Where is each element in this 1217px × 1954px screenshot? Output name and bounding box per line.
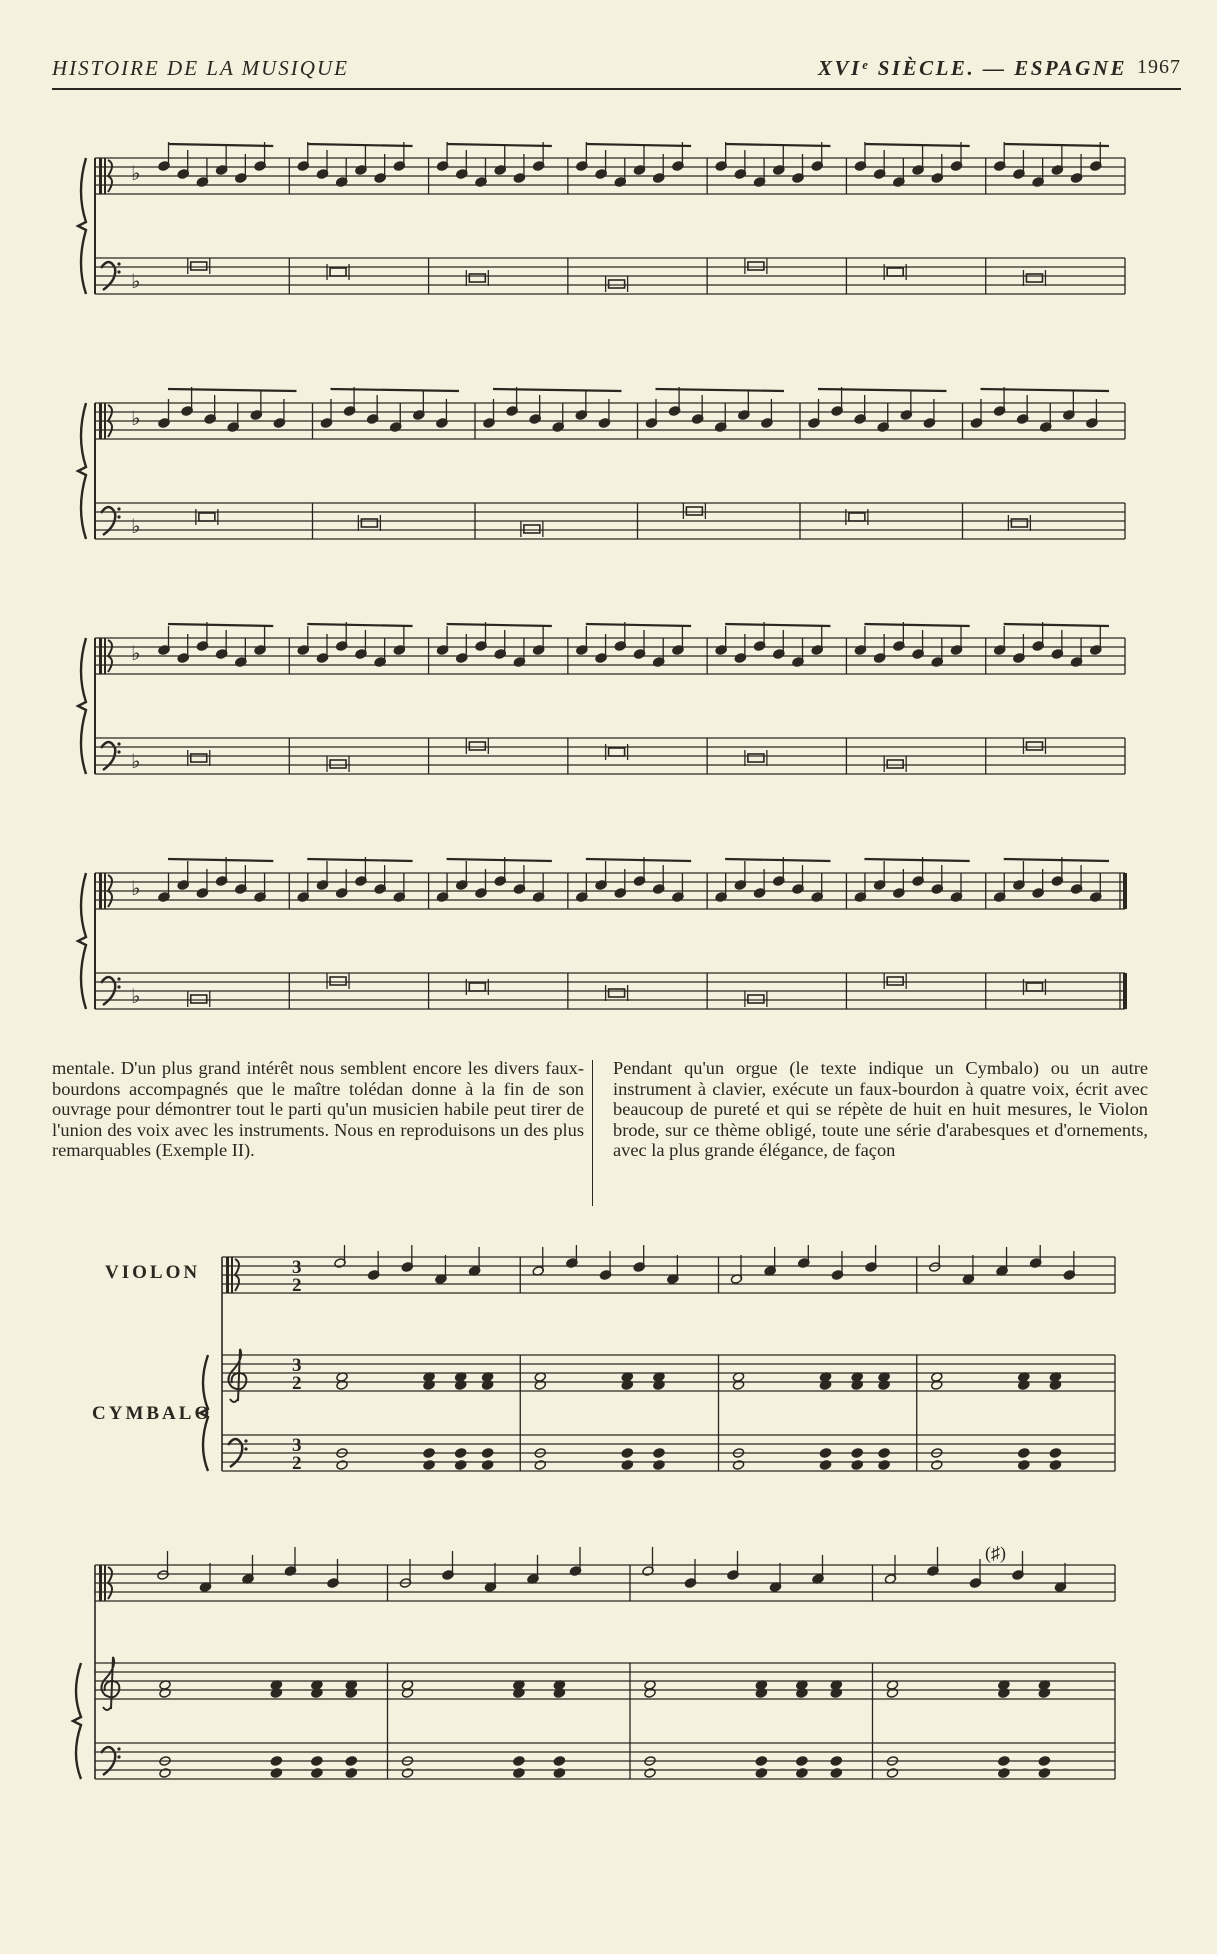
breve-box: [361, 519, 377, 527]
page-number: 1967: [1137, 56, 1181, 78]
breve: [884, 973, 906, 989]
note-head: [755, 1756, 767, 1767]
text-column-left: [52, 1058, 584, 1161]
editorial-accidental: (♯): [985, 1545, 1006, 1563]
breve-box: [748, 995, 764, 1003]
note-head: [644, 1688, 656, 1699]
note-head: [886, 1768, 898, 1779]
note-head: [345, 1756, 357, 1767]
note-head: [819, 1380, 831, 1391]
beam: [864, 624, 969, 626]
note-head: [553, 1756, 565, 1767]
c-clef-bar: [104, 403, 106, 439]
time-signature-top: 3: [292, 1257, 302, 1278]
brace: [78, 638, 86, 774]
beam: [725, 859, 830, 861]
beam: [1004, 859, 1109, 861]
bass-staff: [95, 503, 1125, 539]
breve-box: [686, 507, 702, 515]
note-head: [270, 1688, 282, 1699]
note-head: [830, 1688, 842, 1699]
breve: [1023, 738, 1045, 754]
breve-box: [191, 262, 207, 270]
treble-clef-curve: [101, 1657, 119, 1710]
note-head: [621, 1460, 633, 1471]
note-head: [1049, 1460, 1061, 1471]
note-head: [653, 1380, 665, 1391]
note-head: [1049, 1380, 1061, 1391]
breve: [745, 258, 767, 274]
beam: [493, 389, 622, 391]
note-head: [1018, 1460, 1030, 1471]
time-signature-bottom: 2: [292, 1275, 302, 1296]
breve-box: [469, 274, 485, 282]
breve: [188, 991, 210, 1007]
text-column-right: [613, 1058, 1148, 1161]
breve: [188, 258, 210, 274]
beam: [725, 624, 830, 626]
beam: [864, 859, 969, 861]
time-signature-bottom: 2: [292, 1373, 302, 1394]
breve: [884, 264, 906, 280]
note-head: [796, 1768, 808, 1779]
note-head: [481, 1448, 493, 1459]
breve-box: [748, 754, 764, 762]
c-clef-bar: [104, 158, 106, 194]
bass-clef-dot: [117, 270, 120, 273]
breve-box: [191, 754, 207, 762]
treble-staff: [95, 158, 1125, 194]
paragraph-right: Pendant qu'un orgue (le texte indique un Cymbalo) ou un autre instrument à clavier, exécute un faux-bourdon à quatre voix, écrit avec beaucoup de pureté et qui se répète de huit en huit mesures, le Violon brode, sur ce thème obligé, toute une série d'arabesques et d'ornements, avec la plus grande élégance, de façon: [613, 1058, 1148, 1161]
breve: [466, 738, 488, 754]
note-head: [830, 1768, 842, 1779]
beam: [307, 144, 412, 146]
breve-box: [887, 760, 903, 768]
treble-staff: [95, 873, 1125, 909]
breve-box: [849, 513, 865, 521]
breve: [745, 991, 767, 1007]
beam: [168, 144, 273, 146]
breve: [521, 521, 543, 537]
note-head: [621, 1380, 633, 1391]
beam: [307, 859, 412, 861]
note-head: [401, 1688, 413, 1699]
note-head: [931, 1460, 943, 1471]
flat-sign: ♭: [131, 751, 141, 773]
breve: [327, 264, 349, 280]
note-head: [345, 1768, 357, 1779]
flat-sign: ♭: [131, 516, 141, 538]
c-clef-bar: [99, 158, 102, 194]
beam: [818, 389, 947, 391]
note-head: [455, 1380, 467, 1391]
note-head: [1018, 1380, 1030, 1391]
breve: [745, 750, 767, 766]
breve-box: [609, 989, 625, 997]
beam: [447, 624, 552, 626]
note-head: [423, 1380, 435, 1391]
bass-clef-dot: [117, 507, 120, 510]
breve-box: [609, 748, 625, 756]
treble-clef-curve: [228, 1349, 246, 1402]
note-head: [1038, 1756, 1050, 1767]
breve: [196, 509, 218, 525]
beam: [586, 144, 691, 146]
brace: [78, 403, 86, 539]
note-head: [732, 1460, 744, 1471]
note-head: [513, 1768, 525, 1779]
breve-box: [1026, 274, 1042, 282]
bass-clef-dot: [117, 1755, 120, 1758]
breve: [188, 750, 210, 766]
keyboard-right-staff: [95, 1663, 1115, 1699]
breve: [358, 515, 380, 531]
breve: [606, 276, 628, 292]
bass-clef-dot: [244, 1447, 247, 1450]
brace: [78, 873, 86, 1009]
breve-box: [199, 513, 215, 521]
note-head: [423, 1448, 435, 1459]
note-head: [878, 1380, 890, 1391]
breve-box: [330, 760, 346, 768]
score-system-3: [0, 620, 1217, 800]
breve: [846, 509, 868, 525]
beam: [586, 624, 691, 626]
note-head: [796, 1688, 808, 1699]
note-head: [732, 1380, 744, 1391]
breve: [466, 270, 488, 286]
note-head: [553, 1688, 565, 1699]
breve: [327, 973, 349, 989]
note-head: [553, 1768, 565, 1779]
note-head: [653, 1448, 665, 1459]
beam: [1004, 144, 1109, 146]
note-head: [311, 1768, 323, 1779]
beam: [586, 859, 691, 861]
flat-sign: ♭: [131, 163, 141, 185]
note-head: [755, 1768, 767, 1779]
running-head-right: XVIᵉ SIÈCLE. — ESPAGNE: [818, 56, 1127, 80]
score-system-1: [0, 140, 1217, 320]
beam: [307, 624, 412, 626]
note-head: [1038, 1768, 1050, 1779]
breve: [884, 756, 906, 772]
note-head: [998, 1688, 1010, 1699]
breve: [1023, 270, 1045, 286]
bass-clef-dot: [244, 1439, 247, 1442]
note-head: [534, 1380, 546, 1391]
c-clef-bar: [99, 873, 102, 909]
keyboard-left-staff: [95, 1743, 1115, 1779]
breve-box: [748, 262, 764, 270]
note-head: [534, 1460, 546, 1471]
beam: [168, 389, 297, 391]
breve-box: [330, 268, 346, 276]
header-rule: [52, 88, 1181, 90]
breve-box: [191, 995, 207, 1003]
column-divider: [592, 1060, 593, 1206]
note-head: [270, 1756, 282, 1767]
flat-sign: ♭: [131, 271, 141, 293]
note-head: [621, 1448, 633, 1459]
note-head: [851, 1448, 863, 1459]
note-head: [311, 1688, 323, 1699]
bass-clef-dot: [117, 262, 120, 265]
note-head: [819, 1460, 831, 1471]
time-signature-top: 3: [292, 1355, 302, 1376]
c-clef-bar: [104, 638, 106, 674]
keyboard-left-staff: [222, 1435, 1115, 1471]
note-head: [455, 1460, 467, 1471]
c-clef-bar: [104, 1565, 106, 1601]
note-head: [513, 1688, 525, 1699]
beam: [168, 624, 273, 626]
breve-box: [1011, 519, 1027, 527]
note-head: [819, 1448, 831, 1459]
bass-clef-dot: [117, 985, 120, 988]
note-head: [455, 1448, 467, 1459]
note-head: [481, 1460, 493, 1471]
flat-sign: ♭: [131, 878, 141, 900]
note-head: [345, 1688, 357, 1699]
score-system-2: [0, 385, 1217, 565]
beam: [864, 144, 969, 146]
beam: [331, 389, 460, 391]
flat-sign: ♭: [131, 408, 141, 430]
note-head: [336, 1380, 348, 1391]
note-head: [878, 1448, 890, 1459]
c-clef-bar: [99, 403, 102, 439]
note-head: [311, 1756, 323, 1767]
beam: [447, 859, 552, 861]
label-cymbalo: CYMBALO: [92, 1403, 213, 1424]
note-head: [513, 1756, 525, 1767]
breve-box: [469, 742, 485, 750]
note-head: [401, 1768, 413, 1779]
brace: [200, 1355, 208, 1471]
note-head: [878, 1460, 890, 1471]
note-head: [270, 1768, 282, 1779]
bass-clef-dot: [117, 1747, 120, 1750]
keyboard-right-staff: [222, 1355, 1115, 1391]
breve: [683, 503, 705, 519]
beam: [981, 389, 1110, 391]
note-head: [998, 1756, 1010, 1767]
beam: [168, 859, 273, 861]
example-system-2: [0, 1545, 1217, 1800]
note-head: [1018, 1448, 1030, 1459]
c-clef-bar: [99, 638, 102, 674]
note-head: [644, 1768, 656, 1779]
breve: [1008, 515, 1030, 531]
bass-clef-dot: [117, 515, 120, 518]
breve-box: [887, 268, 903, 276]
breve-box: [469, 983, 485, 991]
bass-clef-dot: [117, 977, 120, 980]
beam: [656, 389, 785, 391]
treble-clef: [228, 1349, 246, 1402]
c-clef-bar: [104, 873, 106, 909]
paragraph-left: mentale. D'un plus grand intérêt nous semblent encore les divers faux-bourdons accompagnés que le maître tolédan donne à la fin de son ouvrage pour démontrer tout le parti qu'un musicien habile peut tirer de l'union des voix avec les instruments. Nous en reproduisons un des plus remarquables (Exemple II).: [52, 1058, 584, 1161]
brace: [78, 158, 86, 294]
note-head: [336, 1460, 348, 1471]
flat-sign: ♭: [131, 643, 141, 665]
note-head: [998, 1768, 1010, 1779]
breve-box: [524, 525, 540, 533]
time-signature-top: 3: [292, 1435, 302, 1456]
note-head: [830, 1756, 842, 1767]
treble-staff: [95, 638, 1125, 674]
example-system-1: [0, 1245, 1217, 1485]
flat-sign: ♭: [131, 986, 141, 1008]
breve-box: [609, 280, 625, 288]
bass-clef-dot: [117, 750, 120, 753]
score-system-4: [0, 855, 1217, 1035]
note-head: [159, 1688, 171, 1699]
running-head-left: HISTOIRE DE LA MUSIQUE: [52, 56, 349, 80]
violin-staff: [222, 1257, 1115, 1293]
note-head: [851, 1380, 863, 1391]
note-head: [755, 1688, 767, 1699]
breve: [327, 756, 349, 772]
breve-box: [1026, 742, 1042, 750]
c-clef-bar: [231, 1257, 233, 1293]
note-head: [851, 1460, 863, 1471]
bass-staff: [95, 973, 1125, 1009]
note-head: [1038, 1688, 1050, 1699]
breve-box: [330, 977, 346, 985]
breve-box: [887, 977, 903, 985]
c-clef-bar: [99, 1565, 102, 1601]
note-head: [481, 1380, 493, 1391]
breve-box: [1026, 983, 1042, 991]
beam: [1004, 624, 1109, 626]
note-head: [931, 1380, 943, 1391]
beam: [447, 144, 552, 146]
label-violon: VIOLON: [105, 1262, 201, 1283]
beam: [725, 144, 830, 146]
note-head: [423, 1460, 435, 1471]
treble-clef: [101, 1657, 119, 1710]
bass-clef-dot: [117, 742, 120, 745]
note-head: [159, 1768, 171, 1779]
breve: [606, 985, 628, 1001]
c-clef-bar: [226, 1257, 229, 1293]
note-head: [653, 1460, 665, 1471]
note-head: [886, 1688, 898, 1699]
time-signature-bottom: 2: [292, 1453, 302, 1474]
note-head: [1049, 1448, 1061, 1459]
note-head: [796, 1756, 808, 1767]
brace: [73, 1663, 81, 1779]
